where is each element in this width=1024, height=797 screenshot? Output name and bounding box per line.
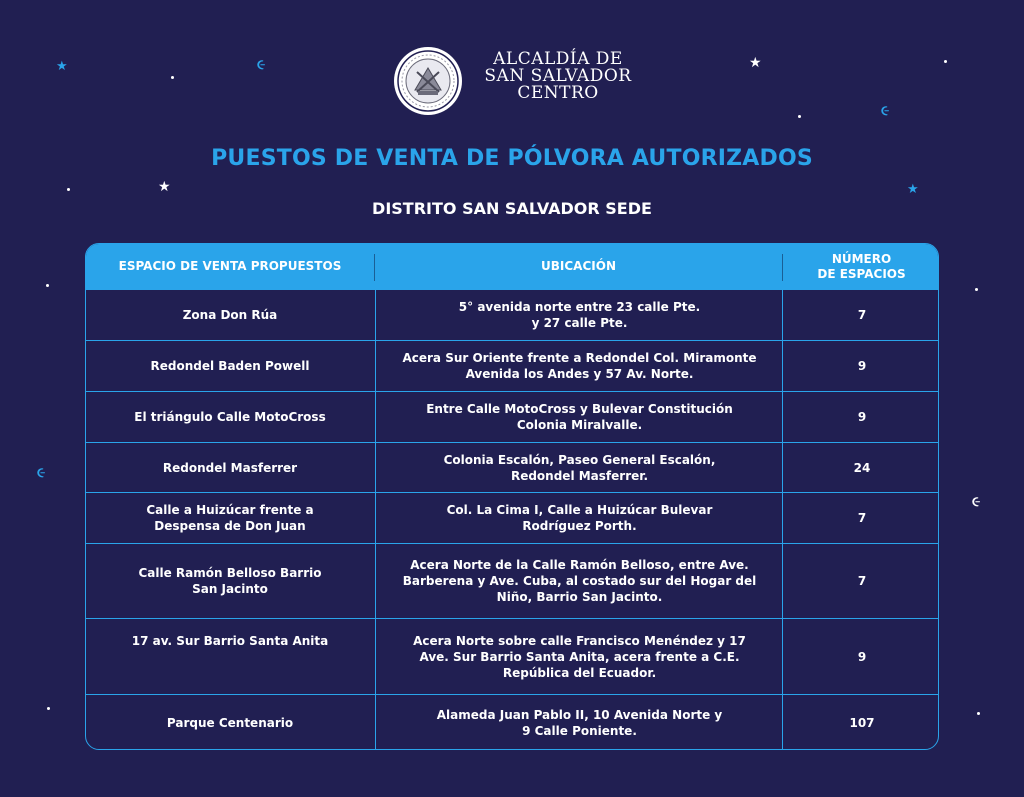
header bbox=[393, 46, 653, 112]
cell-numero: 9 bbox=[782, 619, 939, 694]
table-row bbox=[86, 492, 938, 543]
header-ubicacion: UBICACIÓN bbox=[541, 259, 616, 273]
cell-espacio: Redondel Baden Powell bbox=[150, 359, 310, 373]
cell-ubicacion: Acera Norte de la Calle Ramón Belloso, entre Ave. Barberena y Ave. Cuba, al costado sur del Hogar del Niño, Barrio San Jacinto. bbox=[375, 544, 783, 618]
table-row bbox=[86, 694, 938, 750]
swirl-icon: ૯ bbox=[37, 465, 46, 481]
dot-decoration bbox=[171, 76, 174, 79]
cell-numero: 9 bbox=[782, 392, 939, 442]
table-row bbox=[86, 618, 938, 694]
table-header bbox=[86, 244, 938, 289]
organization-line1: ALCALDÍA DE bbox=[493, 49, 623, 69]
cell-ubicacion: Col. La Cima I, Calle a Huizúcar Bulevar Rodríguez Porth. bbox=[375, 493, 783, 543]
organization-line3: CENTRO bbox=[517, 83, 599, 103]
star-icon: ★ bbox=[907, 182, 919, 197]
municipal-seal-icon bbox=[393, 46, 463, 116]
star-icon: ★ bbox=[749, 55, 762, 71]
swirl-icon: ૯ bbox=[257, 57, 266, 73]
cell-espacio: El triángulo Calle MotoCross bbox=[134, 410, 326, 424]
table-row bbox=[86, 340, 938, 391]
cell-espacio: Calle a Huizúcar frente a Despensa de Don Juan bbox=[146, 503, 314, 533]
cell-numero: 107 bbox=[782, 695, 939, 750]
cell-espacio: Parque Centenario bbox=[166, 716, 294, 730]
cell-espacio: Redondel Masferrer bbox=[162, 460, 298, 475]
star-icon: ★ bbox=[158, 179, 171, 195]
cell-numero: 7 bbox=[782, 493, 939, 543]
cell-ubicacion: Acera Sur Oriente frente a Redondel Col. Miramonte Avenida los Andes y 57 Av. Norte. bbox=[375, 341, 783, 391]
cell-espacio: Zona Don Rúa bbox=[182, 308, 278, 322]
dot-decoration bbox=[977, 712, 980, 715]
cell-numero: 9 bbox=[782, 341, 939, 391]
dot-decoration bbox=[47, 707, 50, 710]
cell-espacio: Calle Ramón Belloso Barrio San Jacinto bbox=[138, 566, 322, 596]
page-subtitle: DISTRITO SAN SALVADOR SEDE bbox=[372, 199, 652, 218]
organization-name bbox=[473, 51, 643, 102]
page-title: PUESTOS DE VENTA DE PÓLVORA AUTORIZADOS bbox=[211, 146, 813, 171]
star-icon: ★ bbox=[56, 59, 68, 74]
table-row bbox=[86, 289, 938, 340]
cell-numero: 7 bbox=[782, 544, 939, 618]
swirl-icon: ૯ bbox=[972, 494, 981, 510]
cell-ubicacion: Entre Calle MotoCross y Bulevar Constitución Colonia Miralvalle. bbox=[375, 392, 783, 442]
cell-ubicacion: Acera Norte sobre calle Francisco Menéndez y 17 Ave. Sur Barrio Santa Anita, acera frente a C.E. República del Ecuador. bbox=[375, 619, 783, 694]
cell-ubicacion: Colonia Escalón, Paseo General Escalón, Redondel Masferrer. bbox=[375, 443, 783, 492]
swirl-icon: ૯ bbox=[881, 103, 890, 119]
dot-decoration bbox=[944, 60, 947, 63]
cell-numero: 24 bbox=[782, 443, 939, 492]
dot-decoration bbox=[975, 288, 978, 291]
sales-points-table bbox=[85, 243, 939, 750]
header-numero: NÚMERO DE ESPACIOS bbox=[817, 251, 906, 281]
header-espacio: ESPACIO DE VENTA PROPUESTOS bbox=[118, 259, 342, 273]
cell-numero: 7 bbox=[782, 290, 939, 340]
dot-decoration bbox=[46, 284, 49, 287]
table-row bbox=[86, 442, 938, 492]
table-row bbox=[86, 543, 938, 618]
cell-espacio: 17 av. Sur Barrio Santa Anita bbox=[131, 634, 329, 648]
cell-ubicacion: Alameda Juan Pablo II, 10 Avenida Norte y 9 Calle Poniente. bbox=[375, 695, 783, 750]
cell-ubicacion: 5° avenida norte entre 23 calle Pte. y 27 calle Pte. bbox=[375, 290, 783, 340]
table-row bbox=[86, 391, 938, 442]
dot-decoration bbox=[798, 115, 801, 118]
organization-line2: SAN SALVADOR bbox=[484, 66, 632, 86]
dot-decoration bbox=[67, 188, 70, 191]
